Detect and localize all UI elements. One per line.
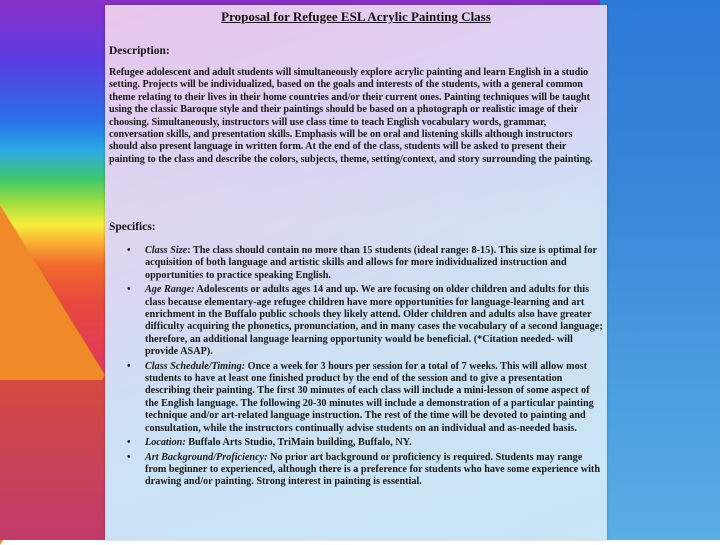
list-item [105,437,607,449]
spec-text: No prior art background or proficiency is required. Students may range from beginner to experienced, although there is a preference for students who have some experience with drawing and/or painting. Strong interest in painting is essential. [145,451,600,488]
spec-label: Art Background/Proficiency: [145,451,268,463]
specifics-heading: Specifics: [109,221,156,233]
bullet-icon: • [127,284,131,296]
spec-label: Location: [145,437,186,449]
list-item [105,361,607,435]
document-title: Proposal for Refugee ESL Acrylic Painting Class [221,9,491,24]
list-item [105,245,607,282]
background-left-lower [0,380,105,540]
description-paragraph: Refugee adolescent and adult students will simultaneously explore acrylic painting and learn English in a studio setting. Projects will be individualized, based on the goals and interests of the students, with a general common theme relating to their lives in their home countries and/or their current ones. Painting techniques will be taught using the classic Baroque style and their paintings should be based on a photograph or realistic image of their choosing. Simultaneously, instructors will use class time to teach English vocabulary words, grammar, conversation skills, and presentation skills. Emphasis will be on oral and listening skills although instructors should also present language in written form. At the end of the class, students will be asked to present their painting to the class and describe the colors, subjects, theme, setting/context, and story surrounding the painting. [109,67,593,165]
spec-text: Once a week for 3 hours per session for a total of 7 weeks. This will allow most students to have at least one finished product by the end of the session and to give a presentation describing their painting. The first 30 minutes of each class will include a mini-lesson of some aspect of the English language. The following 20-30 minutes will include a demonstration of a particular painting technique and/or art-related language instruction. The rest of the time will be devoted to painting and consultation, while the instructors continually advise students on an individual and as-needed basis. [145,360,594,434]
spec-label: Class Size [145,245,188,256]
spec-text: Buffalo Arts Studio, TriMain building, Buffalo, NY. [185,437,412,449]
list-item [105,284,607,358]
bullet-icon: • [127,360,131,372]
bullet-icon: • [127,451,131,463]
spec-text: Adolescents or adults ages 14 and up. We are focusing on older children and adults for this class because elementary-age refugee children have more opportunities for language-learning and art enrichment in the Buffalo public schools they likely attend. Older children and adults also have greater difficulty acquiring the phonetics, pronunciation, and in many cases the vocabulary of a second language; therefore, an additional language learning opportunity would be beneficial. (*Citation needed- will provide ASAP). [145,284,603,358]
document-page [105,5,607,540]
list-item [105,452,607,489]
bullet-icon: • [127,245,131,256]
bullet-icon: • [127,437,131,449]
spec-text: : The class should contain no more than 15 students (ideal range: 8-15). This size is optimal for acquisition of both language and artistic skills and allows for more individualized instruction and opportunities to practice speaking English. [145,245,597,281]
spec-label: Age Range: [145,284,195,296]
description-heading: Description: [109,45,170,57]
background-right-panel [600,0,720,540]
specifics-list [105,245,607,491]
spec-label: Class Schedule/Timing: [145,360,246,372]
